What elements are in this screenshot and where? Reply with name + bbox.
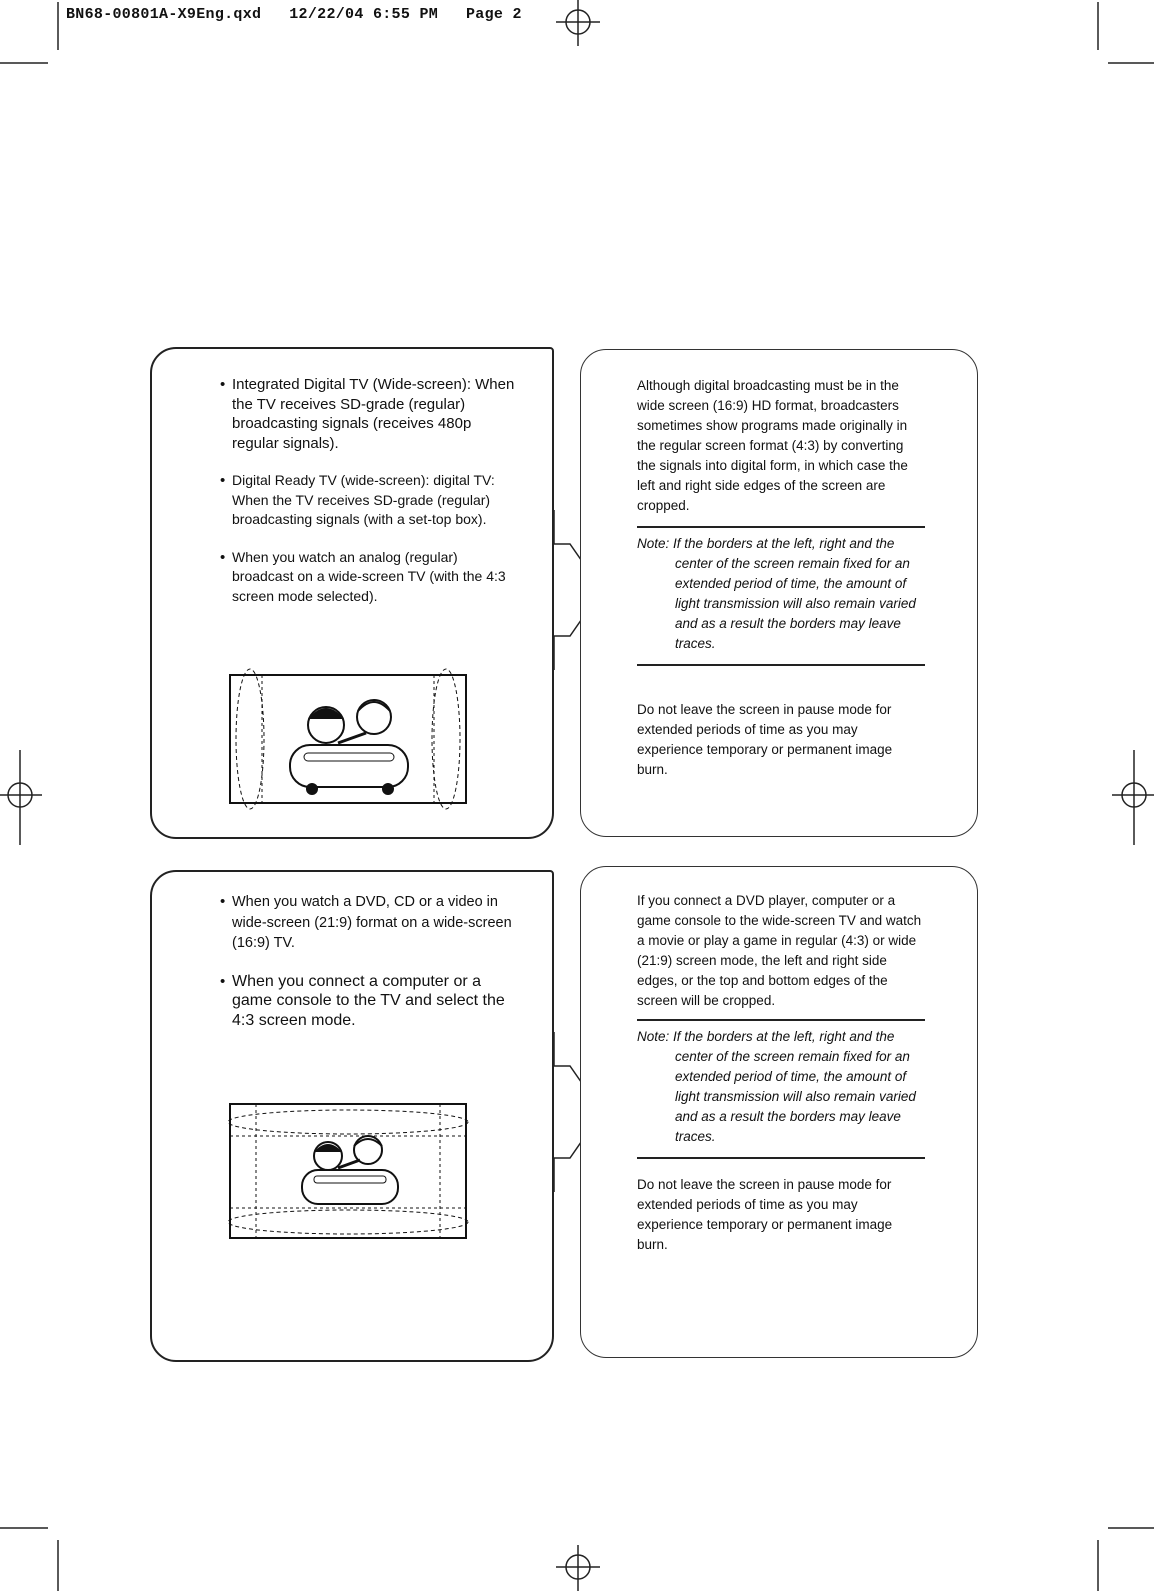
section-2-note: Note: If the borders at the left, right and the center of the screen remain fixed for an extended period of time, the amount of light transmission will also remain varied and as a result the borders may leave traces. <box>637 1019 925 1159</box>
section-2-bullet-list <box>220 892 522 1048</box>
list-item: • Digital Ready TV (wide-screen): digital TV: When the TV receives SD-grade (regular) broadcasting signals (with a set-top box). <box>220 472 495 527</box>
section-2-left-panel <box>150 870 554 1362</box>
section-1-bullet-list <box>220 375 522 624</box>
section-2-warning: Do not leave the screen in pause mode for extended periods of time as you may experience temporary or permanent image burn. <box>637 1177 893 1252</box>
tv-letterbox-bars-illustration-icon <box>226 1096 472 1246</box>
section-1-note: Note: If the borders at the left, right and the center of the screen remain fixed for an extended period of time, the amount of light transmission will also remain varied and as a result the borders may leave traces. <box>637 526 925 666</box>
section-2-right-panel <box>580 866 978 1358</box>
list-item: • When you connect a computer or a game console to the TV and select the 4:3 screen mode. <box>220 972 505 1029</box>
section-1-warning: Do not leave the screen in pause mode for extended periods of time as you may experience temporary or permanent image burn. <box>637 702 893 777</box>
section-2-explanation: If you connect a DVD player, computer or a game console to the wide-screen TV and watch a movie or play a game in regular (4:3) or wide (21:9) screen mode, the left and right side edges, or the top and bottom edges of the screen will be cropped. <box>637 893 922 1008</box>
section-1-right-panel <box>580 349 978 837</box>
print-slug: BN68-00801A-X9Eng.qxd 12/22/04 6:55 PM Page 2 <box>66 6 522 23</box>
tv-side-bars-illustration-icon <box>228 667 470 817</box>
list-item: • When you watch an analog (regular) broadcast on a wide-screen TV (with the 4:3 screen mode selected). <box>220 548 506 604</box>
list-item: • When you watch a DVD, CD or a video in wide-screen (21:9) format on a wide-screen (16:9) TV. <box>220 893 512 951</box>
section-1-left-panel <box>150 347 554 839</box>
list-item: • Integrated Digital TV (Wide-screen): When the TV receives SD-grade (regular) broadcasting signals (receives 480p regular signals). <box>220 376 515 452</box>
section-1-explanation: Although digital broadcasting must be in the wide screen (16:9) HD format, broadcasters sometimes show programs made originally in the regular screen format (4:3) by converting the signals into digital form, in which case the left and right side edges of the screen are cropped. <box>637 378 908 513</box>
